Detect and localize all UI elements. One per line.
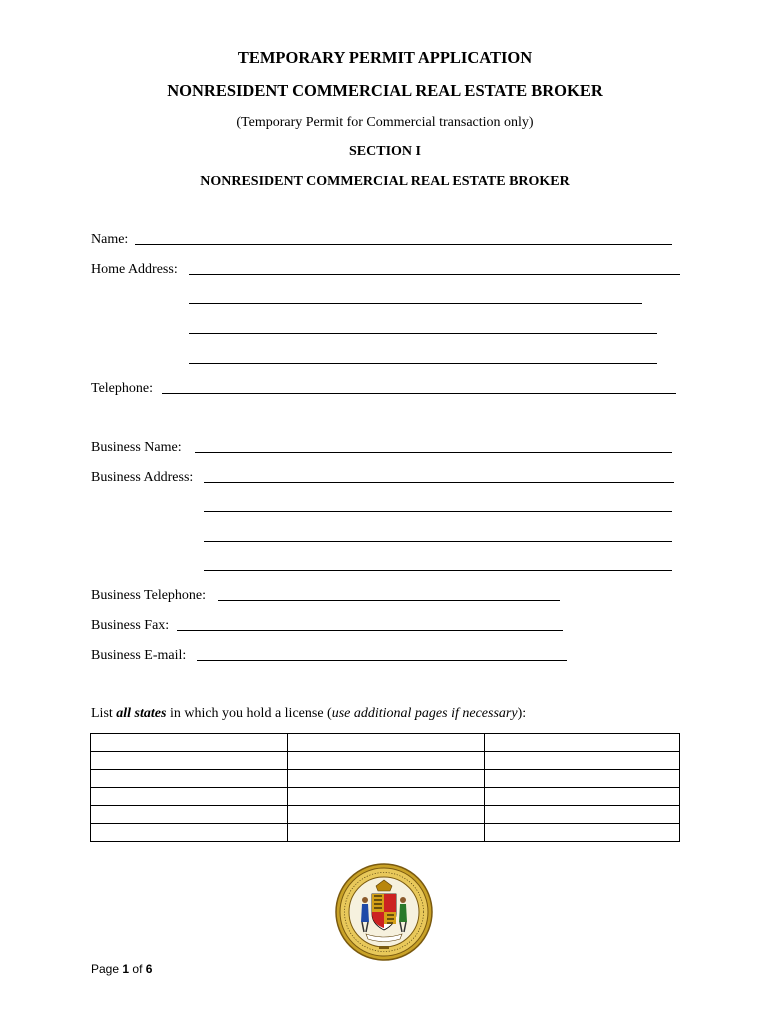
table-cell[interactable]: [91, 788, 288, 806]
states-prompt-suffix: ):: [517, 706, 527, 721]
page-word: Page: [91, 962, 120, 976]
section-title: NONRESIDENT COMMERCIAL REAL ESTATE BROKER: [200, 174, 570, 189]
states-prompt-middle: in which you hold a license (: [166, 706, 332, 721]
home-address-field-3[interactable]: [191, 318, 653, 334]
table-row: [91, 788, 680, 806]
table-row: [91, 752, 680, 770]
telephone-field[interactable]: [164, 378, 672, 394]
page-footer: [91, 962, 152, 976]
table-cell[interactable]: [288, 824, 485, 842]
states-prompt-emphasis: all states: [116, 706, 167, 721]
business-address-label: Business Address:: [91, 470, 194, 485]
states-table: [90, 733, 680, 842]
section-heading: SECTION I: [349, 144, 421, 159]
table-cell[interactable]: [485, 752, 680, 770]
business-email-field[interactable]: [199, 645, 563, 661]
table-cell[interactable]: [91, 770, 288, 788]
table-cell[interactable]: [91, 806, 288, 824]
home-address-field-4[interactable]: [191, 348, 653, 364]
business-email-label: Business E-mail:: [91, 648, 187, 663]
page-number: 1: [122, 962, 130, 976]
document-title: TEMPORARY PERMIT APPLICATION: [237, 48, 533, 67]
business-telephone-label: Business Telephone:: [91, 588, 207, 603]
home-address-label: Home Address:: [91, 262, 178, 277]
document-subtitle: NONRESIDENT COMMERCIAL REAL ESTATE BROKER: [167, 81, 603, 100]
table-cell[interactable]: [288, 770, 485, 788]
business-address-field-3[interactable]: [206, 526, 668, 542]
of-word: of: [132, 962, 143, 976]
table-cell[interactable]: [485, 806, 680, 824]
table-cell[interactable]: [91, 824, 288, 842]
business-name-label: Business Name:: [91, 440, 182, 455]
table-cell[interactable]: [288, 806, 485, 824]
document-note: (Temporary Permit for Commercial transaction only): [236, 115, 534, 130]
business-fax-label: Business Fax:: [91, 618, 170, 633]
home-address-field-1[interactable]: [191, 259, 676, 275]
home-address-field-2[interactable]: [191, 288, 639, 304]
table-row: [91, 806, 680, 824]
states-prompt: [91, 706, 526, 722]
telephone-label: Telephone:: [91, 381, 153, 396]
table-cell[interactable]: [288, 734, 485, 752]
table-cell[interactable]: [485, 770, 680, 788]
table-cell[interactable]: [91, 752, 288, 770]
business-name-field[interactable]: [197, 437, 668, 453]
table-cell[interactable]: [485, 824, 680, 842]
table-row: [91, 734, 680, 752]
business-address-field-2[interactable]: [206, 496, 668, 512]
states-prompt-italic: use additional pages if necessary: [331, 706, 518, 721]
table-cell[interactable]: [91, 734, 288, 752]
table-cell[interactable]: [485, 734, 680, 752]
table-cell[interactable]: [288, 752, 485, 770]
name-label: Name:: [91, 232, 129, 247]
page-total: 6: [145, 962, 153, 976]
states-prompt-prefix: List: [91, 706, 117, 721]
table-cell[interactable]: [485, 788, 680, 806]
name-field[interactable]: [137, 229, 667, 245]
business-address-field-4[interactable]: [206, 555, 668, 571]
table-row: [91, 770, 680, 788]
maryland-seal-icon: [334, 862, 434, 962]
business-telephone-field[interactable]: [220, 585, 556, 601]
business-address-field-1[interactable]: [206, 467, 670, 483]
table-row: [91, 824, 680, 842]
business-fax-field[interactable]: [179, 615, 559, 631]
table-cell[interactable]: [288, 788, 485, 806]
